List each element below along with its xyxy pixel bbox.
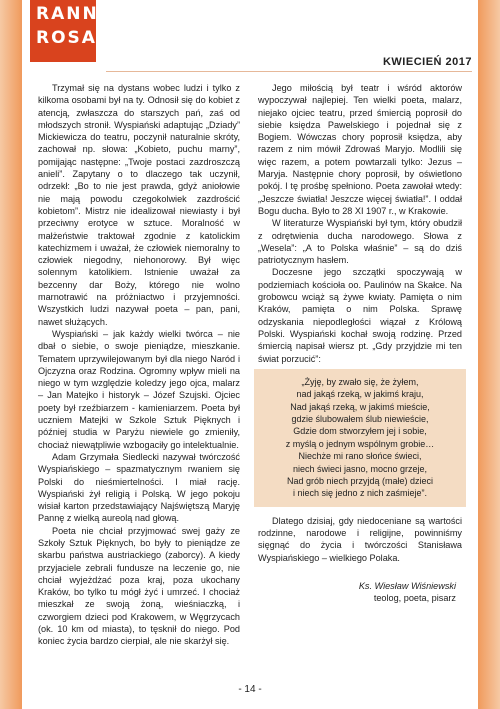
magazine-logo xyxy=(30,0,114,62)
poem-box xyxy=(254,369,466,507)
left-edge-band xyxy=(0,0,22,709)
right-edge-band xyxy=(478,0,500,709)
signature xyxy=(258,580,462,605)
poem-line: z myślą o jednym wspólnym grobie… xyxy=(285,438,435,449)
poem-line: niech świeci jasno, mocno grzeje, xyxy=(292,463,428,474)
paragraph: Poeta nie chciał przyjmować swej gaży ze Szkoły Sztuk Pięknych, bo były to pieniądze ze skarbu państwa austriackiego (zaborcy). A kiedy przyjaciele zebrali fundusze na leczenie go, nie chciał wyjeżdżać poza kraj, poza ukochany Kraków, bo tylko tu mógł żyć i umrzeć. I chociaż mieszkał ze swoją żoną, wieśniaczką, i czworgiem dzieci pod Krakowem, w Węgrzycach (ok. 10 km od miasta), to tęsknił do niego. Pod koniec życia bardzo cierpiał, ale nie skarżył się. xyxy=(38,525,240,647)
paragraph: Doczesne jego szczątki spoczywają w podziemiach kościoła oo. Paulinów na Skałce. Na grobowcu wciąż są żywe kwiaty. Pamięta o nim Kraków, pamięta o nim Polska. Sprawę odzyskania niepodległości wiązał z Królową Polski. Wyspiański kochał swoją rodzinę. Przed śmiercią napisał wiersz pt. „Gdy przyjdzie mi ten świat porzucić”: xyxy=(258,267,462,364)
poem-line: Gdzie dom stworzyłem jej i sobie, xyxy=(293,426,427,437)
page-number: - 14 - xyxy=(238,684,262,695)
poem-line: Niechże mi rano słońce świeci, xyxy=(298,451,422,462)
paragraph: Adam Grzymała Siedlecki nazywał twórczość Wyspiańskiego – spazmatycznym rwaniem się Polski do nieśmiertelności. I miał rację. Wyspiański żył religią i Polską. W jego pokoju wisiał karton przedstawiający Najświętszą Maryję Pannę z wielką aureolą nad głową. xyxy=(38,451,240,524)
author-name: Ks. Wiesław Wiśniewski xyxy=(358,581,456,592)
paragraph: Jego miłością był teatr i wśród aktorów wypoczywał najlepiej. Ten wielki poeta, malarz, niejako ojciec teatru, przed śmiercią poprosił do siebie księdza Pawelskiego i pojednał się z Bogiem. Wówczas chory poprosił księdza, aby razem z nim mówił Zdrowaś Maryjo. Modlili się więc razem, a potem powtarzali tylko: Jezus – Maryja. Następnie chory poprosił, by oświetlono pokój. I tę prośbę spełniono. Poeta zawołał wtedy: „Jeszcze światła! Jeszcze więcej światła!”. I oddał Bogu ducha. Było to 28 XI 1907 r., w Krakowie. xyxy=(258,83,462,216)
paragraph: W literaturze Wyspiański był tym, który obudził z odrętwienia ducha narodowego. Słowa z „Wesela”: „A to Polska właśnie” – są do dziś patriotycznym hasłem. xyxy=(258,218,462,266)
poem-line: nad jakąś rzeką, w jakimś kraju, xyxy=(296,389,424,400)
paragraph: Wyspiański – jak każdy wielki twórca – nie dbał o siebie, o swoje pieniądze, mieszkanie. Tematem uprzywilejowanym był dla niego Naród i Ojczyzna oraz Rodzina. Ogromny wpływ mieli na niego w tym względzie koledzy jego ojca, malarz – Jan Matejko i historyk – Józef Szujski. Ojciec poety był rzeźbiarzem - kamieniarzem. Poeta był uczniem Matejki w Szkole Sztuk Pięknych i później studia w Paryżu niewiele go zmieniły, chociaż niewątpliwie wzbogaciły go intelektualnie. xyxy=(38,328,240,450)
logo-line-2: ROSA xyxy=(36,28,97,48)
poem-line: gdzie ślubowałem ślub niewieście, xyxy=(291,414,429,425)
right-column xyxy=(258,82,462,605)
logo-line-1: RANNA xyxy=(36,4,114,24)
poem-line: „Żyję, by zwało się, że żyłem, xyxy=(301,376,419,387)
poem-line: Nad grób niech przyjdą (małe) dzieci xyxy=(286,476,434,487)
poem-line: i niech się jedno z nich zaśmieje”. xyxy=(292,488,428,499)
page-header xyxy=(22,0,478,68)
paragraph: Dlatego dzisiaj, gdy niedoceniane są wartości rodzinne, narodowe i religijne, powinniśmy sięgnąć do życia i twórczości Stanisława Wyspiańskiego – wielkiego Polaka. xyxy=(258,515,462,563)
left-column xyxy=(38,82,240,648)
header-rule xyxy=(106,71,472,72)
author-role: teolog, poeta, pisarz xyxy=(373,593,456,604)
paragraph: Trzymał się na dystans wobec ludzi i tylko z kilkoma osobami był na ty. Odnosił się do kobiet z atencją, zwłaszcza do starszych pań, zaś od młodszych stronił. Wyspiański adaptując „Dziady” Mickiewicza do teatru, poczynił naturalnie skróty, zachował np. słowa: „Kobieto, puchu marny”, pomijając następne: „Twoje postaci zazdroszczą anieli”. Zapytany o to dlaczego tak uczynił, odrzekł: „Bo to nie jest prawda, gdyż aniołowie nie mają powodu czegokolwiek zazdrościć kobietom”. Mistrz nie idealizował niewiasty i był przeciwny erotyce w sztuce. Moralność w małżeństwie traktował zgodnie z katolickim katechizmem i uważał, że człowiek niemoralny to człowiek niegodny, niehonorowy. Był więc solennym katolikiem. Istnienie uważał za bezcenny dar Boży, którego nie wolno marnotrawić na próżniactwo i przyjemności. Wszystkich ludzi nazywał poeta – pan, pani, nawet służących. xyxy=(38,83,240,327)
poem-line: Nad jakąś rzeką, w jakimś mieście, xyxy=(290,401,430,412)
issue-date: KWIECIEŃ 2017 xyxy=(382,56,472,68)
